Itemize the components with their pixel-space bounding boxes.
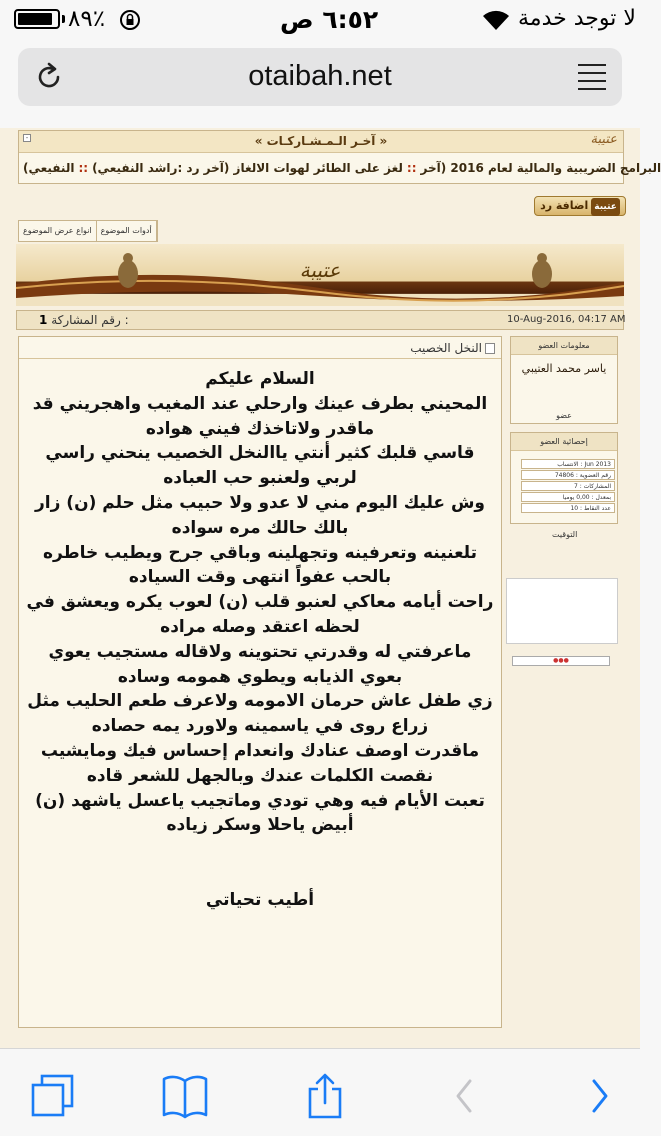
latest-posts-header (19, 131, 623, 153)
latest-posts-box (18, 130, 661, 184)
reply-button-logo: عتيبة (591, 198, 620, 216)
rotation-lock-icon (118, 8, 142, 32)
site-logo: عتيبة (590, 132, 617, 147)
post-title: النخل الخصيب (410, 341, 495, 355)
carrier-label: لا توجد خدمة (518, 6, 636, 31)
post-header (16, 310, 624, 330)
clock: ٦:٥٢ ص (280, 5, 379, 34)
collapse-icon[interactable]: - (23, 134, 31, 142)
url-text[interactable]: otaibah.net (248, 60, 392, 92)
post-line: تلعنينه وتعرفينه وتجهلينه وباقي جرح ويطيب خاطره بالحب عفواً انتهى وقت السياده (43, 542, 477, 588)
latest-posts-ticker[interactable]: البرامج الضريبية والمالية لعام 2016 (آخر::لغز على الطائر لهوات الالغاز (آخر رد :راشد النفيعي)::النفيعي) (23, 161, 661, 175)
rating-bar: ●●● (512, 656, 610, 666)
member-rank: عضو (556, 411, 572, 420)
post-title-bar (19, 337, 501, 359)
post-line: قاسي قلبك كثير أنتي ياالنخل الخصيب ينحني راسي لربي ولعنبو حب العباده (45, 443, 475, 489)
post-body (18, 336, 502, 1028)
member-info-title: معلومات العضو (511, 337, 617, 355)
topic-tools-menu[interactable]: أدوات الموضوع (97, 221, 157, 241)
post-line: زي طفل عاش حرمان الامومه ولاعرف طعم الحليب مثل زراع روى في ياسمينه ولاورد يمه حصاده (27, 691, 493, 737)
stat-row: الانتساب : Jun 2013 (521, 459, 615, 469)
post-date: 10-Aug-2016, 04:17 AM (507, 314, 626, 325)
post-line: تعبت الأيام فيه وهي تودي وماتجيب ياعسل ياشهد (ن) أبيض ياحلا وسكر زياده (35, 790, 485, 836)
stat-row: رقم العضوية : 74806 (521, 470, 615, 480)
post-closing: أطيب تحياتي (205, 890, 315, 911)
status-bar (0, 0, 640, 40)
post-line: ماعرفتي له وقدرتي تحتوينه ولاقاله مستجيب يعوي بعوي الذيابه ويطوي همومه وساده (48, 641, 472, 687)
falcon-left-icon (118, 253, 138, 288)
battery-icon (14, 9, 65, 29)
member-stats-table (521, 459, 615, 514)
signature-label: التوقيت (552, 530, 578, 539)
document-icon (485, 343, 495, 354)
topic-tools-bar (18, 220, 158, 242)
ticker-item[interactable]: لغز على الطائر لهوات الالغاز (آخر رد :راشد النفيعي) (92, 161, 403, 175)
member-info-box (510, 336, 618, 424)
stat-row: المشاركات : 7 (521, 481, 615, 491)
menu-icon[interactable] (578, 64, 606, 90)
ticker-item[interactable]: البرامج الضريبية والمالية لعام 2016 (آخر (420, 161, 661, 175)
member-stats-box (510, 432, 618, 524)
member-name[interactable]: ياسر محمد العتيبي (521, 362, 607, 375)
post-line: ماقدرت اوصف عنادك وانعدام إحساس فيك ومايشيب نقصت الكلمات عندك وبالجهل للشعر قاده (40, 740, 480, 786)
share-icon[interactable] (300, 1073, 350, 1119)
browser-toolbar (0, 1048, 640, 1136)
post-line: وش عليك اليوم مني لا عدو ولا حبيب مثل حلم (ن) زار بالك حالك مره سواده (34, 492, 485, 538)
forum-banner (16, 244, 624, 306)
post-number[interactable]: 1 رقم المشاركة : (39, 313, 129, 327)
latest-posts-title: « آخـر الـمـشـاركـات » (254, 134, 388, 148)
post-line: السلام عليكم (205, 369, 315, 389)
stat-row: بمعدل : 0,00 يوميا (521, 492, 615, 502)
post-line: راحت أيامه معاكي لعنبو قلب (ن) لعوب يكره ويعشق في لحظه اعتقد وصله مراده (26, 592, 494, 637)
post-line: المحيني بطرف عينك وارحلي عند المغيب واهجريني قد ماقدر ولاتاخذك فيني هواده (32, 393, 488, 439)
add-reply-button[interactable] (534, 196, 626, 216)
address-bar[interactable] (18, 48, 622, 106)
reply-button-label: اضافة رد (540, 199, 589, 212)
ticker-item[interactable]: النفيعي) (23, 161, 75, 175)
battery-percent: ٨٩٪ (68, 6, 106, 32)
signature-box (506, 578, 618, 644)
forward-icon[interactable] (576, 1073, 626, 1119)
stat-row: عدد النقاط : 10 (521, 503, 615, 513)
tabs-icon[interactable] (28, 1073, 78, 1119)
bookmarks-icon[interactable] (160, 1073, 210, 1119)
falcon-right-icon (532, 253, 552, 288)
post-text (25, 367, 495, 913)
banner-logo: عتيبة (299, 258, 341, 282)
web-content (0, 128, 661, 1048)
back-icon[interactable] (440, 1073, 490, 1119)
wifi-icon (481, 9, 511, 31)
member-stats-title: إحصائية العضو (511, 433, 617, 451)
view-modes-menu[interactable]: انواع عرض الموضوع (19, 221, 97, 241)
